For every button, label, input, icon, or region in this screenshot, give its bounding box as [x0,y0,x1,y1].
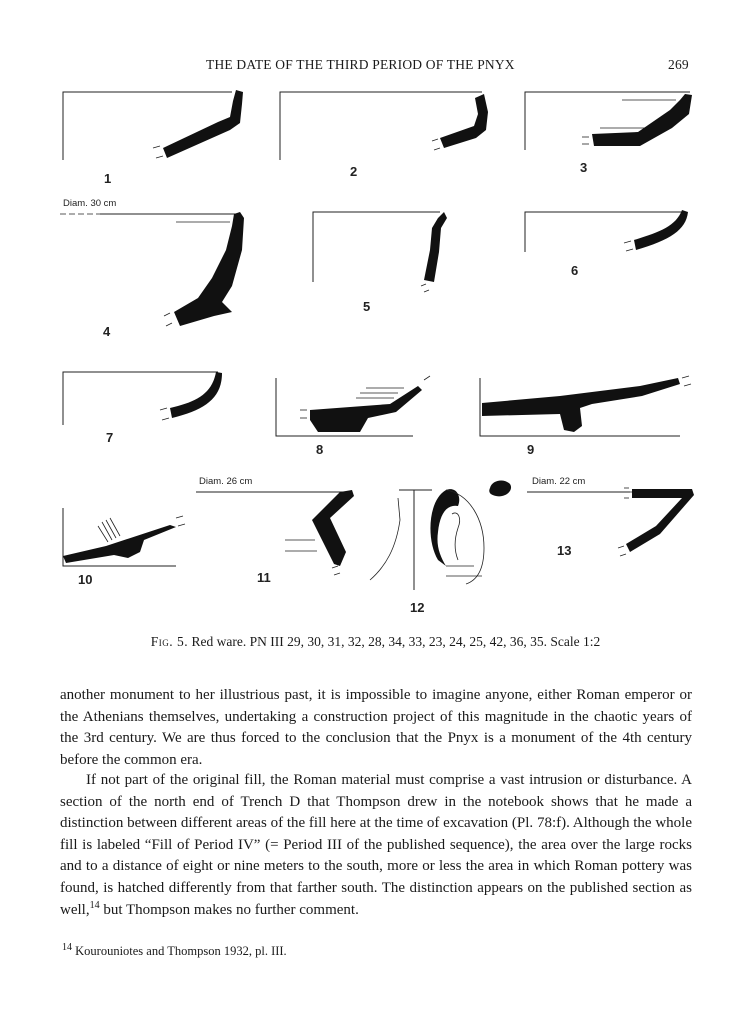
figure-caption [0,634,751,650]
profile-13 [527,476,694,558]
para2-end: but Thompson makes no further comment. [99,901,359,918]
label-10: 10 [78,572,93,587]
diam-13: Diam. 22 cm [532,476,586,487]
profile-4 [60,198,244,339]
body-paragraph-2 [60,770,692,921]
body-paragraph-1: another monument to her illustrious past, it is impossible to imagine anyone, either Roman emperor or the Athenians themselves, undertaking a construction project of this magnitude in the chaotic years of the 3rd century. We are thus forced to the conclusion that the Pnyx is a monument of the 4th century before the common era. [60,687,692,768]
footnote-number: 14 [62,941,72,953]
label-9: 9 [527,442,535,457]
running-title: THE DATE OF THE THIRD PERIOD OF THE PNYX [206,57,515,72]
profile-7 [63,372,222,445]
label-11: 11 [257,570,271,585]
label-5: 5 [363,299,371,314]
caption-fig-number: Fig. 5. [150,634,189,649]
page-number: 269 [668,57,689,72]
label-2: 2 [350,164,358,179]
diam-4: Diam. 30 cm [63,198,117,209]
label-7: 7 [106,430,114,445]
profile-10 [63,508,185,587]
profile-1 [63,90,243,186]
label-13: 13 [557,543,572,558]
label-12: 12 [410,600,425,615]
profile-3 [525,92,692,175]
profile-2 [280,92,488,179]
label-1: 1 [104,171,112,186]
profile-5 [313,212,447,314]
profile-12 [370,481,511,615]
caption-text: Red ware. PN III 29, 30, 31, 32, 28, 34, 33, 23, 24, 25, 42, 36, 35. Scale 1:2 [191,634,601,649]
profile-8 [276,376,430,457]
footnote-text: Kourouniotes and Thompson 1932, pl. III. [75,944,287,958]
label-3: 3 [580,160,588,175]
para2-text: If not part of the original fill, the Roman material must comprise a vast intrusion or disturbance. A section of the north end of Trench D that Thompson drew in the notebook shows that he made a distinction between different areas of the fill here at the time of excavation (Pl. 78:f). Although the whole fill is labeled “Fill of Period IV” (= Period III of the published sequence), the area over the large rocks and to a distance of eight or nine meters to the south, more or less the area in which Roman pottery was found, is hatched differently from that farther south. The distinction appears on the published section as well, [60,772,692,918]
profile-11 [196,476,354,585]
profile-9 [480,376,691,457]
footnote-reference[interactable]: 14 [89,899,100,911]
profile-6 [525,210,688,278]
label-8: 8 [316,442,324,457]
diam-11: Diam. 26 cm [199,476,253,487]
label-6: 6 [571,263,579,278]
footnote-14 [62,941,287,959]
label-4: 4 [103,324,111,339]
